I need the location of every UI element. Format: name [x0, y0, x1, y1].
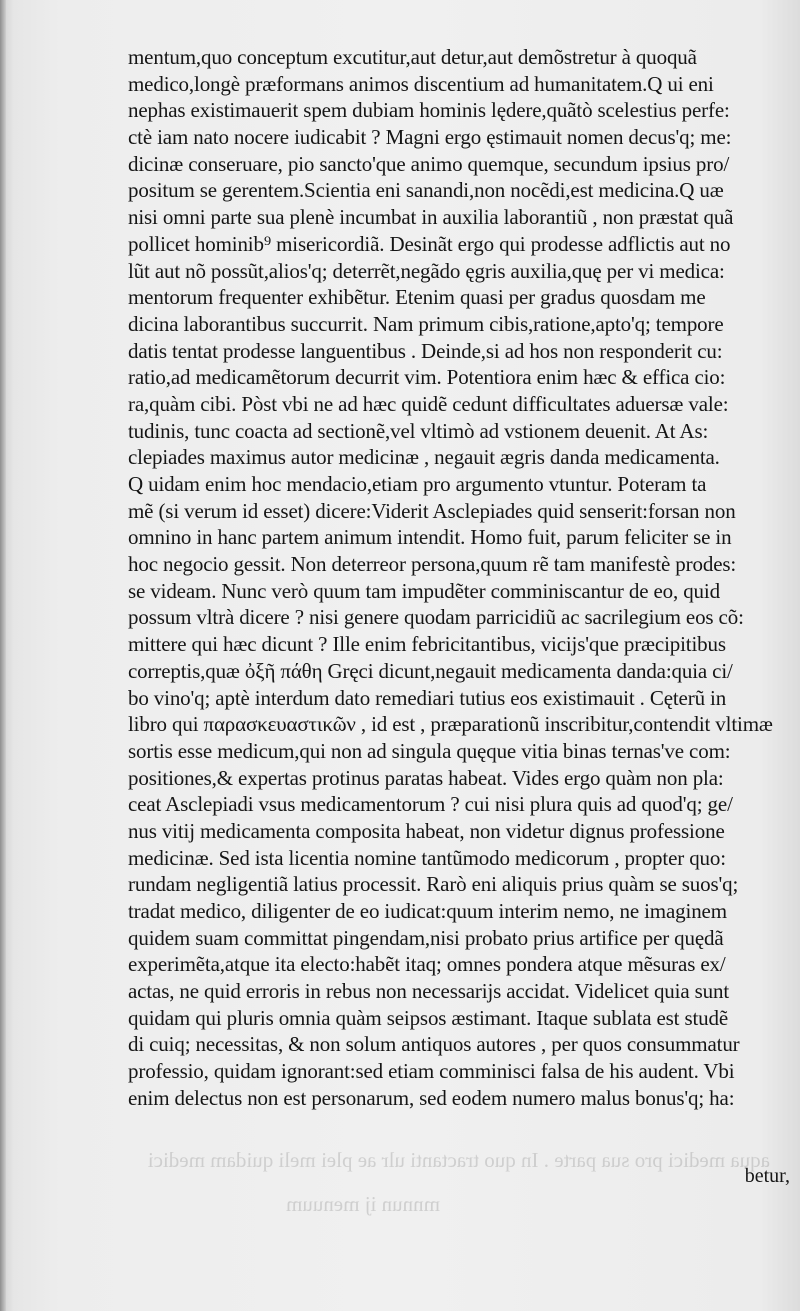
text-line: tudinis, tunc coacta ad sectionẽ,vel vltimò ad vstionem deuenit. At As: [128, 418, 709, 443]
text-line: Q uidam enim hoc mendacio,etiam pro argumento vtuntur. Poteram ta [128, 472, 707, 496]
text-line: nephas existimauerit spem dubiam hominis lędere,quãtò scelestius perfe: [128, 98, 730, 123]
text-line: se videam. Nunc verò quum tam impudẽter comminiscantur de eo, quid [128, 578, 720, 603]
text-line: lũt aut nõ possũt,alios'q; deterrẽt,negãdo ęgris auxilia,quę per vi medica: [128, 258, 725, 283]
text-line: positum se gerentem.Scientia eni sanandi,non nocẽdi,est medicina.Q uæ [128, 178, 724, 203]
bleed-through-text-2: mnnun ij menuum [286, 1192, 440, 1216]
text-line: pollicet hominib⁹ misericordiã. Desinãt ergo qui prodesse adflictis aut no [128, 231, 731, 256]
text-line: quidem suam committat pingendam,nisi probato prius artifice per quędã [128, 925, 724, 950]
text-line: libro qui παρασκευαστικῶν , id est , præparationũ inscribitur,contendit vltimæ [128, 712, 773, 737]
text-line: medicinæ. Sed ista licentia nomine tantũmodo medicorum , propter quo: [128, 845, 726, 870]
text-line: enim delectus non est personarum, sed eodem numero malus bonus'q; ha: [128, 1085, 735, 1110]
catchword: betur, [744, 1165, 790, 1187]
text-line: professio, quidam ignorant:sed etiam comminisci falsa de his audent. Vbi [128, 1059, 735, 1084]
text-line: tradat medico, diligenter de eo iudicat:quum interim nemo, ne imaginem [128, 899, 727, 923]
text-line: nisi omni parte sua plenè incumbat in auxilia laborantiũ , non præstat quã [128, 205, 734, 230]
text-line: clepiades maximus autor medicinæ , negauit ægris danda medicamenta. [128, 445, 720, 470]
page-text [128, 44, 796, 1112]
text-line: hoc negocio gessit. Non deterreor persona,quum rẽ tam manifestè prodes: [128, 552, 737, 577]
text-line: rundam negligentiã latius processit. Rarò eni aliquis prius quàm se suos'q; [128, 872, 739, 897]
text-line: mittere qui hæc dicunt ? Ille enim febricitantibus, vicijs'que præcipitibus [128, 632, 726, 657]
text-line: datis tentat prodesse languentibus . Deinde,si ad hos non responderit cu: [128, 338, 723, 363]
text-line: experimẽta,atque ita electo:habẽt itaq; omnes pondera atque mẽsuras ex/ [128, 952, 726, 977]
text-line: quidam qui pluris omnia quàm seipsos æstimant. Itaque sublata est studẽ [128, 1005, 729, 1030]
text-line: di cuiq; necessitas, & non solum antiquos autores , per quos consummatur [128, 1032, 740, 1057]
text-line: mentum,quo conceptum excutitur,aut detur,aut demõstretur à quoquã [128, 45, 697, 69]
page-left-edge [0, 0, 6, 1311]
text-line: mẽ (si verum id esset) dicere:Viderit Asclepiades quid senserit:forsan non [128, 498, 736, 523]
text-line: nus vitij medicamenta composita habeat, non videtur dignus professione [128, 818, 725, 843]
text-line: bo vino'q; aptè interdum dato remediari tutius eos existimauit . Cęterũ in [128, 685, 727, 710]
text-line: medico,longè præformans animos discentium ad humanitatem.Q ui eni [128, 71, 714, 96]
text-line: sortis esse medicum,qui non ad singula quęque vitia binas ternas've com: [128, 738, 731, 763]
text-line: ratio,ad medicamẽtorum decurrit vim. Potentiora enim hæc & effica cio: [128, 365, 726, 390]
text-line: omnino in hanc partem animum intendit. Homo fuit, parum feliciter se in [128, 525, 732, 550]
text-line: ceat Asclepiadi vsus medicamentorum ? cui nisi plura quis ad quod'q; ge/ [128, 792, 733, 817]
text-line: possum vltrà dicere ? nisi genere quodam parricidiũ ac sacrilegium eos cõ: [128, 605, 744, 630]
text-line: ra,quàm cibi. Pòst vbi ne ad hæc quidẽ cedunt difficultates aduersæ vale: [128, 391, 729, 416]
text-line: positiones,& expertas protinus paratas habeat. Vides ergo quàm non pla: [128, 765, 724, 790]
text-line: dicina laborantibus succurrit. Nam primum cibis,ratione,apto'q; tempore [128, 311, 724, 336]
text-line: actas, ne quid erroris in rebus non necessarijs accidat. Videlicet quia sunt [128, 979, 730, 1004]
text-line: ctè iam nato nocere iudicabit ? Magni ergo ęstimauit nomen decus'q; me: [128, 125, 732, 150]
text-line: correptis,quæ ὀξῆ πάθη Gręci dicunt,negauit medicamenta danda:quia ci/ [128, 658, 733, 683]
text-line: dicinæ conseruare, pio sancto'que animo quemque, secundum ipsius pro/ [128, 151, 730, 176]
bleed-through-text: aqua medici pro sua parte . In quo tractanti ulr ae plei meli quidam medici [147, 1148, 770, 1172]
text-line: mentorum frequenter exhibẽtur. Etenim quasi per gradus quosdam me [128, 285, 706, 310]
